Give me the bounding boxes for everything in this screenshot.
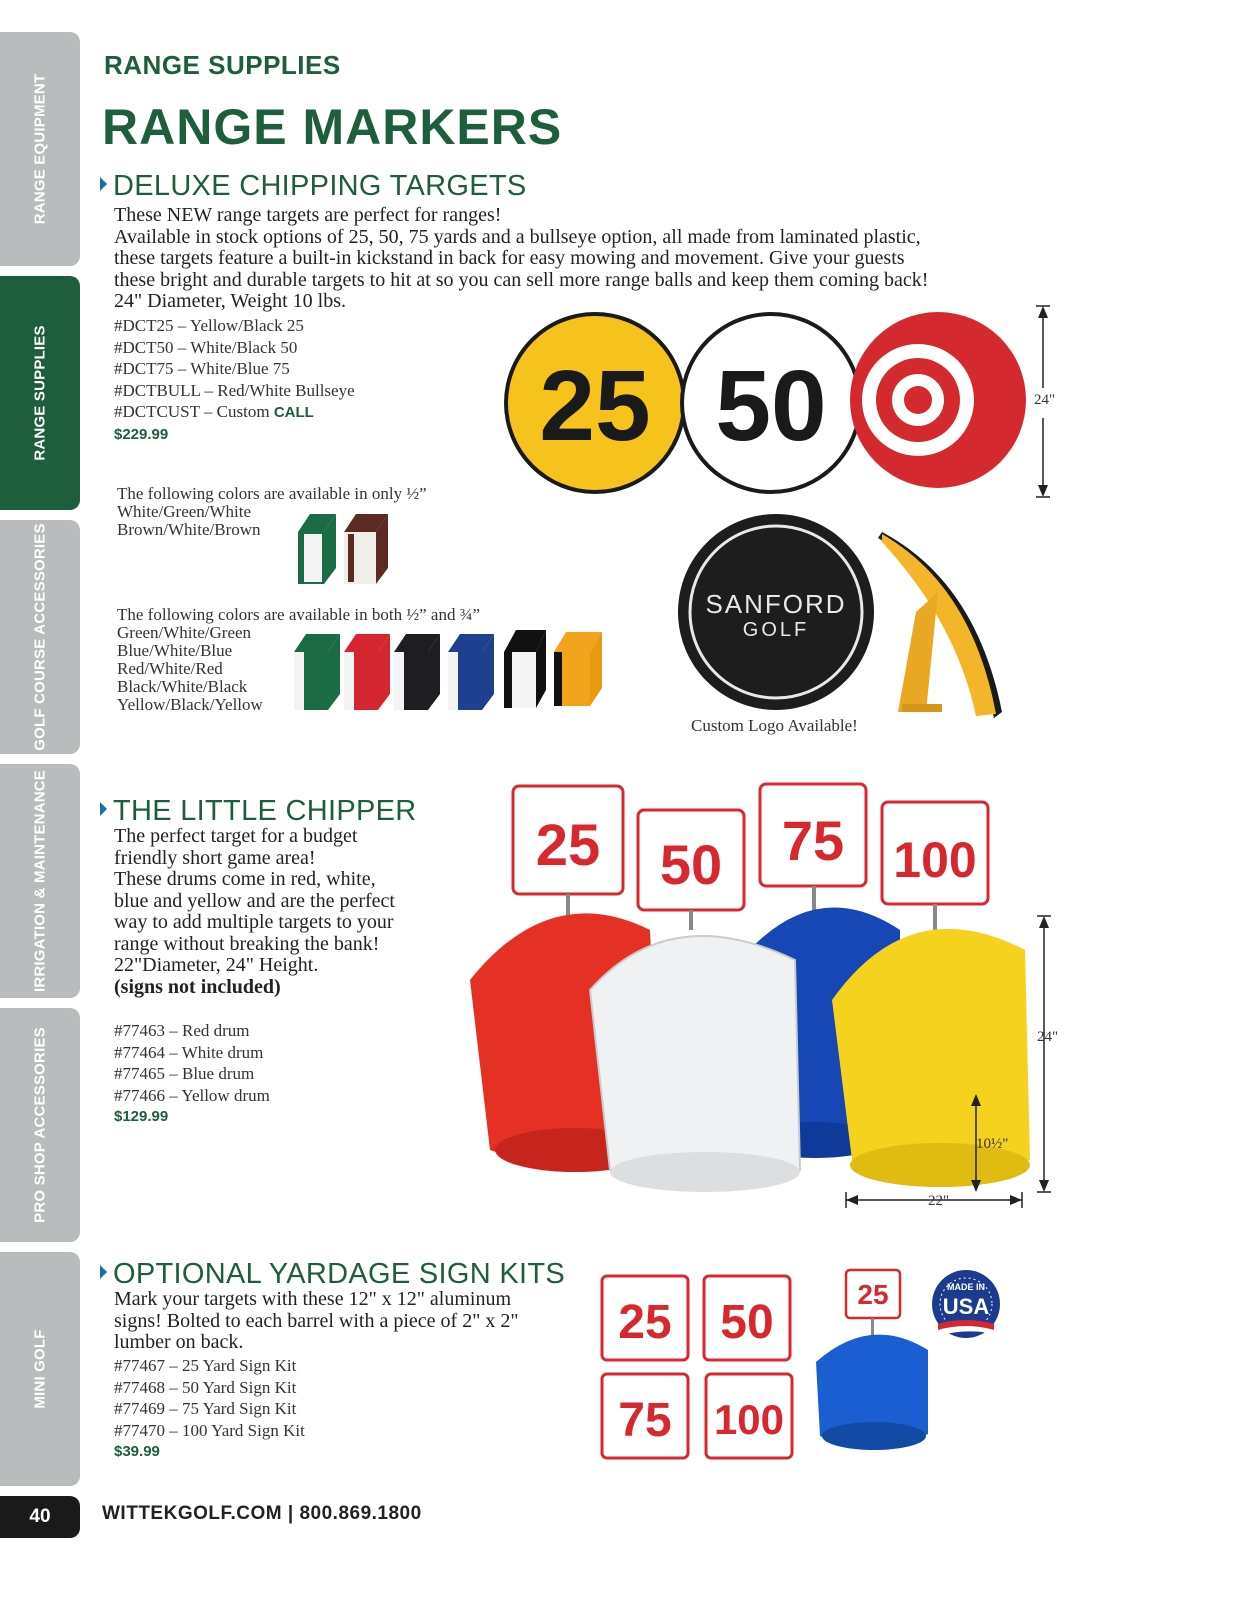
- tab-label: RANGE SUPPLIES: [31, 325, 49, 461]
- sign-75: [760, 784, 866, 886]
- swatches-both-sizes: [290, 628, 606, 716]
- signs-description: [114, 1289, 519, 1354]
- chipper-heading: [100, 795, 417, 828]
- chipper-heading-text: THE LITTLE CHIPPER: [113, 795, 417, 827]
- color-option: Red/White/Red: [117, 659, 223, 678]
- signs-item-list: [114, 1355, 305, 1463]
- logo-line1: SANFORD: [705, 589, 847, 619]
- deluxe-dimension: 24": [1034, 392, 1056, 408]
- list-item: #DCT25 – Yellow/Black 25: [114, 316, 304, 335]
- page-title: RANGE MARKERS: [102, 99, 563, 155]
- list-item: #77468 – 50 Yard Sign Kit: [114, 1377, 297, 1397]
- swatch-black-white: [394, 634, 440, 710]
- list-item: #77465 – Blue drum: [114, 1064, 255, 1083]
- sign-100-label: 100: [893, 832, 977, 888]
- sign-100: [882, 802, 988, 904]
- tab-mini-golf[interactable]: [0, 1252, 80, 1486]
- swatch-black-white-2: [504, 630, 546, 708]
- color-option: Yellow/Black/Yellow: [117, 695, 263, 714]
- description-line: Available in stock options of 25, 50, 75 yards and a bullseye option, all made from laminated plastic,: [114, 225, 921, 248]
- sign-50: [638, 810, 744, 910]
- list-item: #77466 – Yellow drum: [114, 1085, 270, 1105]
- chipper-price: $129.99: [114, 1108, 169, 1125]
- tab-label: MINI GOLF: [31, 1329, 49, 1409]
- description-line: 22"Diameter, 24" Height.: [114, 954, 319, 976]
- tab-label: PRO SHOP ACCESSORIES: [31, 1027, 49, 1223]
- chipper-height-dim: 24": [1037, 1029, 1059, 1045]
- kit-sign-100: [706, 1374, 792, 1458]
- deluxe-targets-image: [500, 300, 1060, 510]
- target-25: [504, 312, 686, 494]
- colors-intro: The following colors are available in only ½”: [117, 484, 427, 503]
- custom-logo-image: [676, 512, 1016, 724]
- signs-price: $39.99: [114, 1443, 160, 1460]
- swatch-white-green: [298, 514, 336, 584]
- swatch-blue-white: [448, 634, 494, 710]
- swatch-red-white: [344, 634, 390, 710]
- signs-heading-text: OPTIONAL YARDAGE SIGN KITS: [113, 1258, 566, 1290]
- kit-sign-50: [704, 1276, 790, 1360]
- sign-50-label: 50: [659, 833, 723, 896]
- description-line: these targets feature a built-in kickstand in back for easy mowing and movement. Give your guests: [114, 247, 905, 269]
- chipper-description: [114, 826, 395, 998]
- description-line: These NEW range targets are perfect for ranges!: [114, 204, 502, 226]
- sign-25: [513, 786, 623, 894]
- footer-contact: WITTEKGOLF.COM | 800.869.1800: [102, 1503, 422, 1524]
- chipper-note: (signs not included): [114, 975, 281, 998]
- custom-logo-caption: Custom Logo Available!: [691, 716, 858, 735]
- section-supertitle: RANGE SUPPLIES: [104, 50, 341, 80]
- color-option: Blue/White/Blue: [117, 641, 233, 660]
- description-line: blue and yellow and are the perfect: [114, 889, 395, 912]
- deluxe-heading-text: DELUXE CHIPPING TARGETS: [113, 170, 527, 202]
- swatch-green-white: [294, 634, 340, 710]
- sign-25-label: 25: [535, 813, 601, 878]
- logo-line2: GOLF: [742, 619, 810, 641]
- description-line: signs! Bolted to each barrel with a piece of 2" x 2": [114, 1309, 519, 1332]
- tab-label: GOLF COURSE ACCESSORIES: [31, 523, 49, 751]
- list-item: #77469 – 75 Yard Sign Kit: [114, 1399, 297, 1418]
- description-line: friendly short game area!: [114, 846, 316, 869]
- description-line: The perfect target for a budget: [114, 825, 358, 847]
- badge-line1: MADE IN: [947, 1282, 985, 1292]
- kit-sign-50-label: 50: [720, 1296, 774, 1349]
- colors-intro: The following colors are available in both ½” and ¾”: [117, 605, 481, 624]
- arrow-right-icon: [100, 1265, 107, 1279]
- swatch-yellow-black: [554, 632, 602, 706]
- tab-label: IRRIGATION & MAINTENANCE: [31, 769, 49, 993]
- description-line: lumber on back.: [114, 1331, 244, 1353]
- kit-sign-25-label: 25: [618, 1296, 672, 1349]
- chipper-inner-dim: 10½": [976, 1136, 1009, 1152]
- arrow-right-icon: [100, 802, 107, 816]
- kit-sign-100-label: 100: [713, 1396, 785, 1443]
- list-item: #77467 – 25 Yard Sign Kit: [114, 1356, 297, 1375]
- color-option: White/Green/White: [117, 502, 252, 521]
- kit-sign-75: [602, 1374, 688, 1458]
- tab-range-supplies[interactable]: [0, 276, 80, 510]
- chipper-diameter-dim: 22": [928, 1193, 950, 1209]
- description-line: range without breaking the bank!: [114, 932, 380, 955]
- kickstand-side-view: [878, 532, 1002, 718]
- chipper-item-list: [114, 1020, 270, 1128]
- color-option: Green/White/Green: [117, 623, 252, 642]
- deluxe-heading: [100, 170, 527, 203]
- list-item: #DCT50 – White/Black 50: [114, 337, 298, 357]
- target-25-label: 25: [539, 350, 651, 462]
- deluxe-description: [114, 205, 928, 313]
- drums-image: [460, 780, 1070, 1220]
- list-item: #77463 – Red drum: [114, 1021, 250, 1040]
- color-option: Brown/White/Brown: [117, 520, 261, 539]
- white-drum: [590, 936, 800, 1192]
- drum-sign-label: 25: [857, 1279, 889, 1310]
- list-item: [114, 401, 355, 424]
- target-50-label: 50: [715, 350, 827, 462]
- tab-label: RANGE EQUIPMENT: [31, 73, 49, 225]
- arrow-right-icon: [100, 177, 107, 191]
- tab-range-equipment[interactable]: [0, 32, 80, 266]
- description-line: Mark your targets with these 12" x 12" aluminum: [114, 1288, 512, 1310]
- deluxe-price: $229.99: [114, 425, 169, 443]
- badge-line2: USA: [942, 1294, 990, 1319]
- color-option: Black/White/Black: [117, 677, 248, 696]
- description-line: These drums come in red, white,: [114, 868, 376, 890]
- tab-irrigation-maintenance[interactable]: [0, 764, 80, 998]
- tab-pro-shop-accessories[interactable]: [0, 1008, 80, 1242]
- list-item: #DCT75 – White/Blue 75: [114, 359, 290, 378]
- page-number: 40: [0, 1496, 80, 1538]
- list-item: #77470 – 100 Yard Sign Kit: [114, 1420, 305, 1440]
- target-bullseye: [850, 312, 1026, 488]
- kit-sign-25: [602, 1276, 688, 1360]
- swatch-brown-white: [344, 514, 388, 584]
- description-line: way to add multiple targets to your: [114, 911, 394, 933]
- kit-sign-75-label: 75: [618, 1394, 672, 1447]
- deluxe-item-list: [114, 315, 355, 445]
- swatches-half-inch: [296, 508, 396, 588]
- sign-75-label: 75: [781, 809, 845, 872]
- made-in-usa-badge: [930, 1268, 1002, 1340]
- call-label: CALL: [273, 404, 314, 421]
- sign-kits-image: [598, 1264, 1018, 1464]
- list-item: #DCTBULL – Red/White Bullseye: [114, 380, 355, 400]
- description-line: 24" Diameter, Weight 10 lbs.: [114, 290, 347, 312]
- signs-heading: [100, 1258, 565, 1291]
- description-line: these bright and durable targets to hit at so you can sell more range balls and keep them coming back!: [114, 268, 929, 291]
- tab-golf-course-accessories[interactable]: [0, 520, 80, 754]
- blue-drum-with-sign: [816, 1270, 928, 1450]
- target-50: [680, 312, 862, 494]
- custom-item: #DCTCUST – Custom: [114, 402, 270, 421]
- list-item: #77464 – White drum: [114, 1042, 264, 1062]
